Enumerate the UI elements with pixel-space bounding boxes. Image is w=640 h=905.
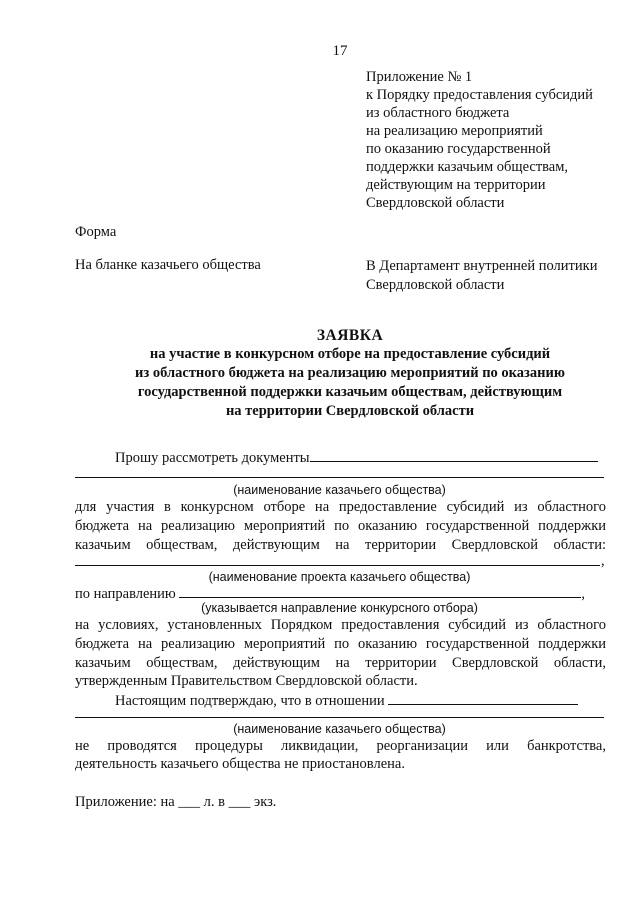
liquidation-line: не проводятся процедуры ликвидации, реорганизации или банкротства, [75, 738, 606, 754]
confirm-text: Настоящим подтверждаю, что в отношении [115, 693, 385, 709]
title-line: из областного бюджета на реализацию мероприятий по оказанию [135, 365, 565, 381]
appendix-line: по оказанию государственной [366, 141, 551, 157]
title-line: государственной поддержки казачьим обществам, действующим [137, 384, 563, 400]
direction-field[interactable] [179, 585, 581, 598]
participation-line: казачьим обществам, действующим на территории Свердловской области: [75, 537, 606, 553]
comma: , [581, 586, 586, 602]
liquidation-last-line: деятельность казачьего общества не приостановлена. [75, 756, 405, 772]
conditions-line: на условиях, установленных Порядком предоставления субсидий из областного [75, 617, 606, 633]
confirm-society-field[interactable] [388, 692, 578, 705]
project-name-field[interactable] [75, 565, 600, 566]
form-label: Форма [75, 224, 117, 240]
project-name-caption: (наименование проекта казачьего общества) [208, 570, 471, 584]
page-number: 17 [332, 43, 348, 59]
direction-caption: (указывается направление конкурсного отбора) [201, 601, 478, 615]
appendix-line: Приложение № 1 [366, 69, 473, 85]
appendix-line: действующим на территории [366, 177, 546, 193]
conditions-line: бюджета на реализацию мероприятий по оказанию государственной поддержки [75, 636, 606, 652]
request-line [115, 449, 598, 467]
society-name-caption: (наименование казачьего общества) [233, 483, 446, 497]
conditions-line: казачьим обществам, действующим на территории Свердловской области, [75, 655, 606, 671]
request-text: Прошу рассмотреть документы [115, 450, 310, 466]
appendix-header [366, 68, 593, 212]
participation-line: бюджета на реализацию мероприятий по оказанию государственной поддержки [75, 518, 606, 534]
document-title [60, 326, 640, 421]
direction-text: по направлению [75, 586, 176, 602]
title-heading: ЗАЯВКА [316, 327, 384, 344]
attachment-note: Приложение: на ___ л. в ___ экз. [75, 794, 277, 810]
documents-field[interactable] [310, 449, 598, 462]
society-name-field[interactable] [75, 477, 604, 478]
participation-line: для участия в конкурсном отборе на предоставление субсидий из областного [75, 499, 606, 515]
conditions-last-line: утвержденным Правительством Свердловской области. [75, 673, 418, 689]
appendix-line: к Порядку предоставления субсидий [366, 87, 593, 103]
appendix-line: Свердловской области [366, 195, 505, 211]
addressee [366, 257, 597, 295]
appendix-line: поддержки казачьим обществам, [366, 159, 569, 175]
addressee-line: В Департамент внутренней политики [366, 258, 598, 274]
society-name-caption-2: (наименование казачьего общества) [233, 722, 446, 736]
confirm-line [115, 692, 578, 710]
confirm-society-field-2[interactable] [75, 717, 604, 718]
comma: , [601, 553, 605, 569]
addressee-line: Свердловской области [366, 277, 505, 293]
appendix-line: из областного бюджета [366, 105, 510, 121]
appendix-line: на реализацию мероприятий [366, 123, 543, 139]
title-line: на территории Свердловской области [225, 403, 475, 419]
title-line: на участие в конкурсном отборе на предоставление субсидий [149, 346, 551, 362]
letterhead-note: На бланке казачьего общества [75, 257, 261, 273]
